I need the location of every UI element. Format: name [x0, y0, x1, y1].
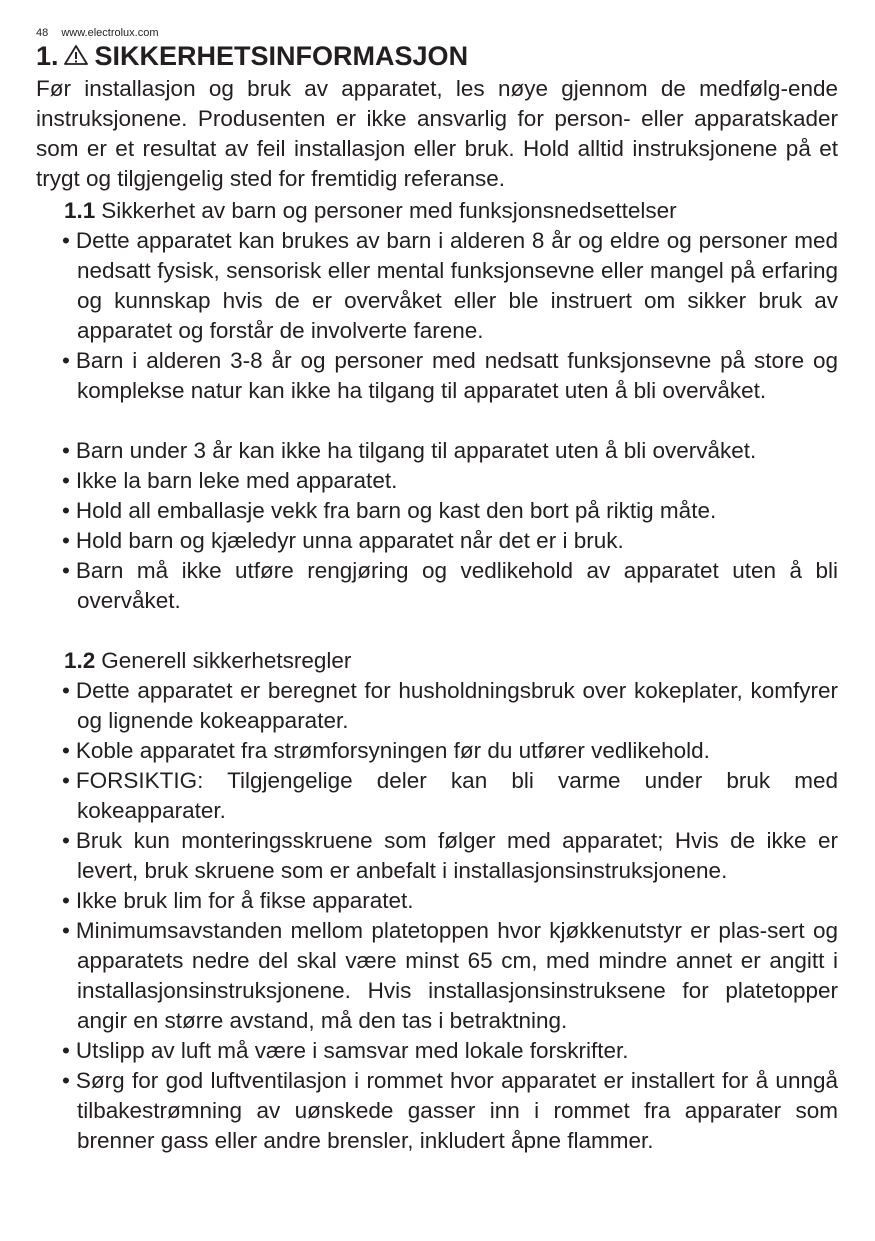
list-item: • Ikke la barn leke med apparatet.: [62, 468, 398, 493]
section-number: 1.2: [64, 648, 96, 673]
list-item: • Dette apparatet kan brukes av barn i alderen 8 år og eldre og personer med nedsatt fysisk, sensorisk eller mental funksjonsevne eller mangel på erfaring og kunnskap hvis de er overvåket eller ble instruert om sikker bruk av apparatet og forstår de involverte farene.: [62, 228, 838, 343]
list-item: • Hold all emballasje vekk fra barn og kast den bort på riktig måte.: [62, 498, 717, 523]
page-title: [36, 39, 468, 73]
list-item: • FORSIKTIG: Tilgjengelige deler kan bli varme under bruk med kokeapparater.: [62, 768, 838, 823]
list-item: • Koble apparatet fra strømforsyningen før du utfører vedlikehold.: [62, 738, 710, 763]
section-heading-1-2: [64, 646, 351, 676]
section-heading-1-1: [64, 196, 677, 226]
title-number: 1.: [36, 41, 59, 71]
list-item: • Utslipp av luft må være i samsvar med lokale forskrifter.: [62, 1038, 629, 1063]
intro-paragraph: Før installasjon og bruk av apparatet, les nøye gjennom de medfølg-ende instruksjonene. Produsenten er ikke ansvarlig for person- eller apparatskader som er et resultat av feil installasjon eller bruk. Hold alltid instruksjonene på et trygt og tilgjengelig sted for fremtidig referanse.: [36, 76, 838, 191]
list-item: • Minimumsavstanden mellom platetoppen hvor kjøkkenutstyr er plas-sert og apparatets nedre del skal være minst 65 cm, med mindre annet er angitt i installasjonsinstruksjonene. Hvis installasjonsinstruksene for platetopper angir en større avstand, må den tas i betraktning.: [62, 918, 838, 1033]
list-item: • Bruk kun monteringsskruene som følger med apparatet; Hvis de ikke er levert, bruk skruene som er anbefalt i installasjonsinstruksjonene.: [62, 828, 838, 883]
section-title: Sikkerhet av barn og personer med funksjonsnedsettelser: [101, 198, 677, 223]
page-number: 48: [36, 27, 49, 39]
website-url[interactable]: www.electrolux.com: [61, 27, 159, 39]
list-item: • Dette apparatet er beregnet for husholdningsbruk over kokeplater, komfyrer og lignende kokeapparater.: [62, 678, 838, 733]
page-header: [36, 26, 159, 40]
warning-triangle-icon: [63, 44, 89, 66]
title-text: SIKKERHETSINFORMASJON: [94, 41, 469, 71]
list-item: • Barn må ikke utføre rengjøring og vedlikehold av apparatet uten å bli overvåket.: [62, 558, 838, 613]
section-number: 1.1: [64, 198, 96, 223]
list-item: • Hold barn og kjæledyr unna apparatet når det er i bruk.: [62, 528, 624, 553]
list-item: • Ikke bruk lim for å fikse apparatet.: [62, 888, 414, 913]
section-title: Generell sikkerhetsregler: [101, 648, 352, 673]
list-item: • Barn under 3 år kan ikke ha tilgang til apparatet uten å bli overvåket.: [62, 438, 757, 463]
list-item: • Sørg for god luftventilasjon i rommet hvor apparatet er installert for å unngå tilbakestrømning av uønskede gasser inn i rommet fra apparater som brenner gass eller andre brensler, inkludert åpne flammer.: [62, 1068, 838, 1153]
list-item: • Barn i alderen 3-8 år og personer med nedsatt funksjonsevne på store og komplekse natur kan ikke ha tilgang til apparatet uten å bli overvåket.: [62, 348, 838, 403]
